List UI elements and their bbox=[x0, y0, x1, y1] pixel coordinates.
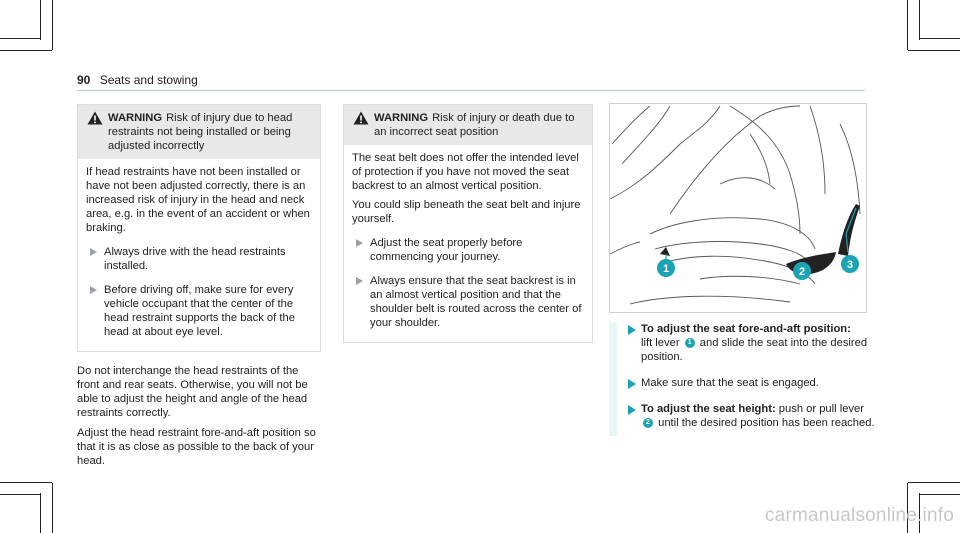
warning-body bbox=[344, 145, 592, 342]
warning-text: You could slip beneath the seat belt and injure yourself. bbox=[352, 199, 581, 225]
body-text bbox=[77, 364, 321, 468]
lever-3 bbox=[838, 204, 860, 256]
callout-1 bbox=[657, 259, 675, 277]
warning-box-seat-position bbox=[343, 104, 593, 343]
seat-illustration bbox=[609, 103, 867, 313]
crop-mark bbox=[40, 493, 41, 533]
arrow-bullet-icon bbox=[356, 239, 363, 247]
list-item bbox=[86, 283, 312, 339]
arrow-bullet-icon bbox=[356, 277, 363, 285]
list-item bbox=[625, 322, 881, 364]
arrow-bullet-icon bbox=[628, 405, 636, 415]
svg-text:1: 1 bbox=[662, 263, 670, 275]
crop-mark bbox=[920, 494, 960, 495]
bullet-text: Before driving off, make sure for every vehicle occupant that the center of the head restraint supports the back of the head at about eye level. bbox=[104, 284, 295, 338]
crop-mark bbox=[0, 482, 52, 483]
step-text: until the desired position has been reached. bbox=[658, 417, 875, 429]
crop-mark bbox=[0, 494, 40, 495]
callout-2 bbox=[793, 262, 811, 280]
arrow-bullet-icon bbox=[90, 248, 97, 256]
arrow-bullet-icon bbox=[90, 286, 97, 294]
bullet-text: Always ensure that the seat backrest is in an almost vertical position and that the shoulder belt is routed across the center of your shoulder. bbox=[370, 275, 582, 329]
lever-1 bbox=[660, 247, 670, 256]
warning-icon bbox=[87, 111, 103, 125]
arrow-bullet-icon bbox=[628, 379, 636, 389]
step-text: Make sure that the seat is engaged. bbox=[641, 377, 819, 389]
warning-label: WARNING bbox=[374, 112, 429, 124]
paragraph: Do not interchange the head restraints of the front and rear seats. Otherwise, you will not be able to adjust the height and angle of the head restraints correctly. bbox=[77, 365, 308, 419]
warning-label: WARNING bbox=[108, 112, 163, 124]
seat-adjust-instructions bbox=[609, 322, 881, 436]
crop-mark bbox=[0, 38, 40, 39]
callout-3 bbox=[841, 255, 859, 273]
callout-badge: 1 bbox=[685, 338, 695, 348]
seat-drawing bbox=[610, 104, 866, 312]
svg-text:3: 3 bbox=[846, 259, 854, 271]
section-title: Seats and stowing bbox=[99, 73, 198, 87]
warning-title: Risk of injury or death due to an incorrect seat position bbox=[374, 112, 575, 138]
step-text: lift lever bbox=[641, 337, 680, 349]
crop-mark bbox=[920, 38, 960, 39]
paragraph: Adjust the head restraint fore-and-aft position so that it is as close as possible to the back of your head. bbox=[77, 427, 316, 467]
column-2 bbox=[343, 104, 593, 343]
list-item bbox=[352, 274, 584, 330]
warning-header bbox=[344, 105, 592, 145]
step-text: and slide the seat into the desired position. bbox=[641, 337, 868, 363]
list-item bbox=[86, 245, 312, 273]
list-item bbox=[625, 402, 881, 430]
page-header bbox=[77, 73, 198, 87]
svg-text:2: 2 bbox=[798, 266, 806, 278]
crop-mark bbox=[908, 50, 960, 51]
warning-body bbox=[78, 159, 320, 351]
warning-text: The seat belt does not offer the intended level of protection if you have not moved the seat backrest to an almost vertical position. bbox=[352, 152, 579, 192]
warning-icon bbox=[353, 111, 369, 125]
step-heading: To adjust the seat fore-and-aft position: bbox=[641, 323, 851, 335]
crop-mark bbox=[52, 0, 53, 50]
step-text: push or pull lever bbox=[778, 403, 864, 415]
warning-header bbox=[78, 105, 320, 159]
crop-mark bbox=[908, 482, 960, 483]
step-heading: To adjust the seat height: bbox=[641, 403, 776, 415]
page-number: 90 bbox=[77, 73, 91, 87]
crop-mark bbox=[919, 0, 920, 40]
column-1 bbox=[77, 104, 321, 474]
crop-mark bbox=[52, 483, 53, 533]
bullet-text: Adjust the seat properly before commencing your journey. bbox=[370, 237, 523, 263]
warning-box-head-restraints bbox=[77, 104, 321, 352]
warning-title: Risk of injury due to head restraints not being installed or being adjusted incorrectly bbox=[108, 112, 293, 152]
warning-text: If head restraints have not been installed or have not been adjusted correctly, there is an increased risk of injury in the head and neck area, e.g. in the event of an accident or when braking. bbox=[86, 166, 310, 234]
watermark: carmanualsonline.info bbox=[764, 505, 954, 526]
crop-mark bbox=[907, 0, 908, 50]
crop-mark bbox=[40, 0, 41, 40]
list-item bbox=[625, 376, 881, 390]
bullet-text: Always drive with the head restraints installed. bbox=[104, 246, 286, 272]
arrow-bullet-icon bbox=[628, 325, 636, 335]
list-item bbox=[352, 236, 584, 264]
callout-badge: 2 bbox=[643, 418, 653, 428]
crop-mark bbox=[0, 50, 52, 51]
header-rule bbox=[77, 90, 865, 91]
